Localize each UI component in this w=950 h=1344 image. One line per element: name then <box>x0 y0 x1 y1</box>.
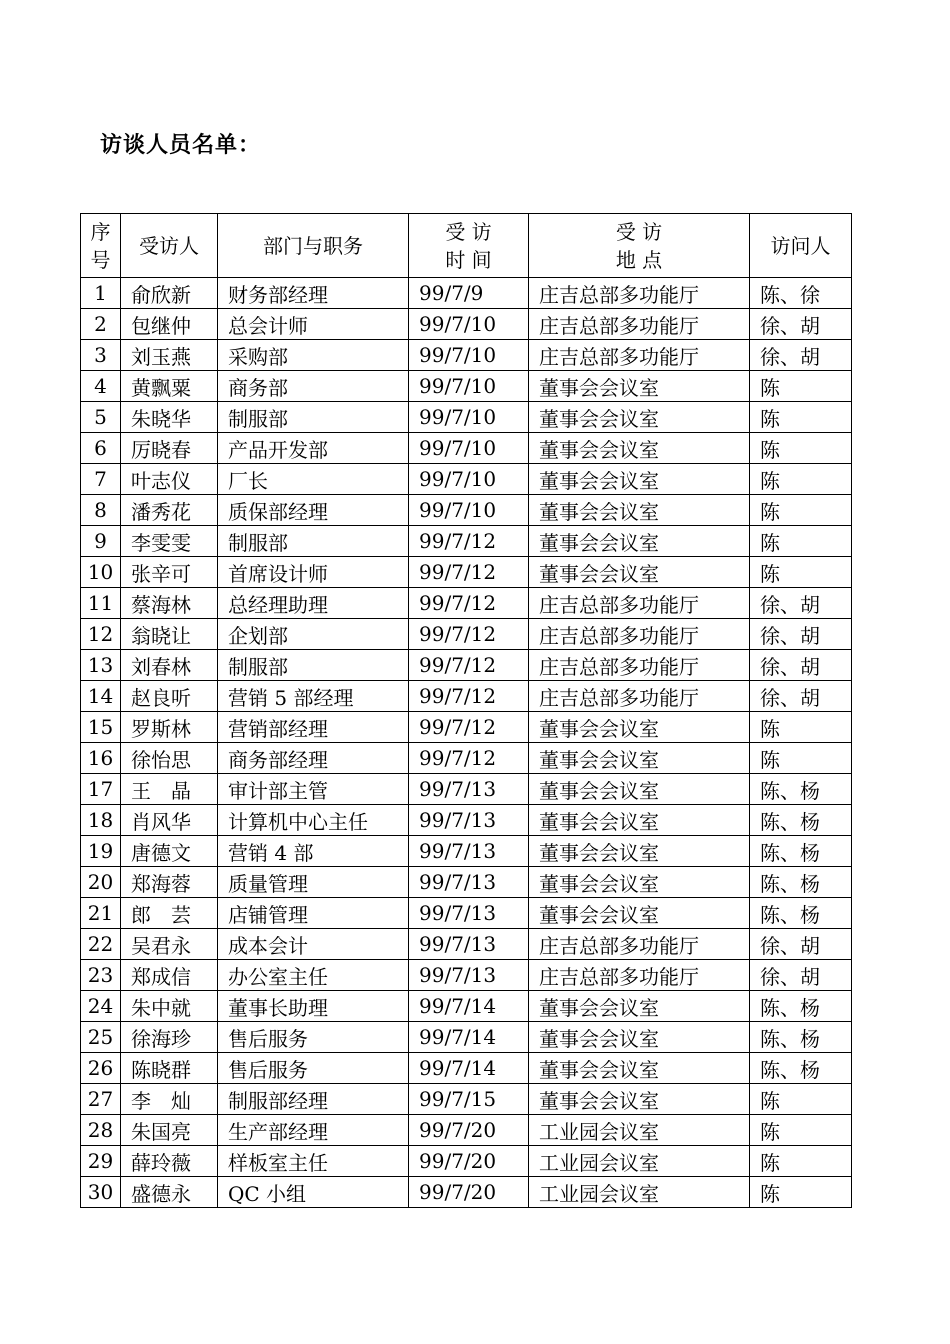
name-cell: 厉晓春 <box>121 433 218 464</box>
interviewer-cell: 徐、胡 <box>750 340 852 371</box>
place-cell: 董事会会议室 <box>529 402 750 433</box>
header-dept: 部门与职务 <box>218 214 409 278</box>
place-cell: 庄吉总部多功能厅 <box>529 960 750 991</box>
dept-cell: 制服部 <box>218 650 409 681</box>
dept-cell: 厂长 <box>218 464 409 495</box>
dept-cell: 办公室主任 <box>218 960 409 991</box>
dept-cell: 企划部 <box>218 619 409 650</box>
dept-cell: 总会计师 <box>218 309 409 340</box>
table-row <box>81 991 852 1022</box>
seq-cell: 14 <box>81 681 121 712</box>
table-row <box>81 464 852 495</box>
place-cell: 庄吉总部多功能厅 <box>529 650 750 681</box>
dept-cell: 制服部 <box>218 526 409 557</box>
interviewer-cell: 徐、胡 <box>750 960 852 991</box>
place-cell: 董事会会议室 <box>529 1022 750 1053</box>
interviewer-cell: 徐、胡 <box>750 650 852 681</box>
interviewer-cell: 徐、胡 <box>750 309 852 340</box>
name-cell: 俞欣新 <box>121 278 218 309</box>
dept-cell: 质量管理 <box>218 867 409 898</box>
interviewer-cell: 陈、杨 <box>750 898 852 929</box>
seq-cell: 19 <box>81 836 121 867</box>
interviewer-cell: 徐、胡 <box>750 588 852 619</box>
place-cell: 董事会会议室 <box>529 712 750 743</box>
table-row <box>81 681 852 712</box>
place-cell: 董事会会议室 <box>529 836 750 867</box>
table-row <box>81 712 852 743</box>
table-row <box>81 1022 852 1053</box>
seq-cell: 7 <box>81 464 121 495</box>
interviewer-cell: 陈 <box>750 712 852 743</box>
place-cell: 董事会会议室 <box>529 867 750 898</box>
date-cell: 99/7/20 <box>409 1177 529 1208</box>
name-cell: 李 灿 <box>121 1084 218 1115</box>
date-cell: 99/7/12 <box>409 588 529 619</box>
date-cell: 99/7/12 <box>409 619 529 650</box>
place-cell: 董事会会议室 <box>529 557 750 588</box>
dept-cell: QC 小组 <box>218 1177 409 1208</box>
place-cell: 工业园会议室 <box>529 1115 750 1146</box>
date-cell: 99/7/14 <box>409 1053 529 1084</box>
dept-cell: 商务部经理 <box>218 743 409 774</box>
interviewer-cell: 陈 <box>750 557 852 588</box>
header-place-line2: 地 点 <box>615 247 663 272</box>
interviewer-cell: 陈 <box>750 1146 852 1177</box>
interviewer-cell: 陈 <box>750 464 852 495</box>
header-name: 受访人 <box>121 214 218 278</box>
name-cell: 刘春林 <box>121 650 218 681</box>
place-cell: 董事会会议室 <box>529 774 750 805</box>
place-cell: 庄吉总部多功能厅 <box>529 588 750 619</box>
dept-cell: 样板室主任 <box>218 1146 409 1177</box>
seq-cell: 28 <box>81 1115 121 1146</box>
dept-cell: 成本会计 <box>218 929 409 960</box>
table-row <box>81 588 852 619</box>
table-row <box>81 898 852 929</box>
seq-cell: 25 <box>81 1022 121 1053</box>
interviewer-cell: 陈 <box>750 402 852 433</box>
table-row <box>81 1115 852 1146</box>
date-cell: 99/7/13 <box>409 898 529 929</box>
header-time-line1: 受 访 <box>445 219 492 244</box>
name-cell: 叶志仪 <box>121 464 218 495</box>
dept-cell: 董事长助理 <box>218 991 409 1022</box>
dept-cell: 生产部经理 <box>218 1115 409 1146</box>
date-cell: 99/7/13 <box>409 836 529 867</box>
name-cell: 翁晓让 <box>121 619 218 650</box>
seq-cell: 26 <box>81 1053 121 1084</box>
table-row <box>81 960 852 991</box>
table-row <box>81 1146 852 1177</box>
date-cell: 99/7/13 <box>409 960 529 991</box>
place-cell: 庄吉总部多功能厅 <box>529 681 750 712</box>
date-cell: 99/7/12 <box>409 526 529 557</box>
name-cell: 郎 芸 <box>121 898 218 929</box>
dept-cell: 财务部经理 <box>218 278 409 309</box>
seq-cell: 9 <box>81 526 121 557</box>
dept-cell: 产品开发部 <box>218 433 409 464</box>
interviewer-cell: 陈、杨 <box>750 1053 852 1084</box>
interviewer-cell: 陈、杨 <box>750 836 852 867</box>
seq-cell: 13 <box>81 650 121 681</box>
name-cell: 潘秀花 <box>121 495 218 526</box>
date-cell: 99/7/14 <box>409 1022 529 1053</box>
header-seq <box>81 214 121 278</box>
interviewer-cell: 徐、胡 <box>750 681 852 712</box>
table-body <box>81 278 852 1208</box>
date-cell: 99/7/9 <box>409 278 529 309</box>
dept-cell: 制服部 <box>218 402 409 433</box>
seq-cell: 23 <box>81 960 121 991</box>
dept-cell: 营销 5 部经理 <box>218 681 409 712</box>
header-place-line1: 受 访 <box>615 219 663 244</box>
table-row <box>81 1177 852 1208</box>
seq-cell: 24 <box>81 991 121 1022</box>
interviewer-cell: 陈、杨 <box>750 805 852 836</box>
interviewer-cell: 陈、杨 <box>750 867 852 898</box>
date-cell: 99/7/13 <box>409 929 529 960</box>
place-cell: 董事会会议室 <box>529 371 750 402</box>
dept-cell: 售后服务 <box>218 1022 409 1053</box>
date-cell: 99/7/13 <box>409 805 529 836</box>
header-time-line2: 时 间 <box>445 247 492 272</box>
dept-cell: 首席设计师 <box>218 557 409 588</box>
place-cell: 庄吉总部多功能厅 <box>529 929 750 960</box>
table-header-row <box>81 214 852 278</box>
interviewer-cell: 徐、胡 <box>750 619 852 650</box>
place-cell: 董事会会议室 <box>529 526 750 557</box>
name-cell: 包继仲 <box>121 309 218 340</box>
interviewer-cell: 陈 <box>750 743 852 774</box>
dept-cell: 计算机中心主任 <box>218 805 409 836</box>
seq-cell: 17 <box>81 774 121 805</box>
date-cell: 99/7/12 <box>409 681 529 712</box>
table-row <box>81 526 852 557</box>
interviewer-cell: 陈 <box>750 495 852 526</box>
interviewer-cell: 陈 <box>750 433 852 464</box>
dept-cell: 店铺管理 <box>218 898 409 929</box>
seq-cell: 27 <box>81 1084 121 1115</box>
table-row <box>81 278 852 309</box>
seq-cell: 2 <box>81 309 121 340</box>
seq-cell: 21 <box>81 898 121 929</box>
header-place <box>529 214 750 278</box>
date-cell: 99/7/12 <box>409 743 529 774</box>
table-row <box>81 495 852 526</box>
seq-cell: 15 <box>81 712 121 743</box>
table-row <box>81 309 852 340</box>
date-cell: 99/7/12 <box>409 557 529 588</box>
name-cell: 罗斯林 <box>121 712 218 743</box>
place-cell: 董事会会议室 <box>529 743 750 774</box>
seq-cell: 20 <box>81 867 121 898</box>
table-row <box>81 402 852 433</box>
seq-cell: 6 <box>81 433 121 464</box>
table-row <box>81 650 852 681</box>
interviewer-cell: 陈 <box>750 1115 852 1146</box>
place-cell: 董事会会议室 <box>529 495 750 526</box>
seq-cell: 8 <box>81 495 121 526</box>
seq-cell: 1 <box>81 278 121 309</box>
seq-cell: 22 <box>81 929 121 960</box>
name-cell: 吴君永 <box>121 929 218 960</box>
place-cell: 庄吉总部多功能厅 <box>529 278 750 309</box>
name-cell: 陈晓群 <box>121 1053 218 1084</box>
interviewer-cell: 陈、徐 <box>750 278 852 309</box>
date-cell: 99/7/14 <box>409 991 529 1022</box>
name-cell: 唐德文 <box>121 836 218 867</box>
date-cell: 99/7/10 <box>409 433 529 464</box>
seq-cell: 5 <box>81 402 121 433</box>
place-cell: 庄吉总部多功能厅 <box>529 340 750 371</box>
dept-cell: 采购部 <box>218 340 409 371</box>
interviewer-cell: 陈 <box>750 371 852 402</box>
table-row <box>81 805 852 836</box>
date-cell: 99/7/20 <box>409 1146 529 1177</box>
name-cell: 徐海珍 <box>121 1022 218 1053</box>
seq-cell: 11 <box>81 588 121 619</box>
interviewer-cell: 陈 <box>750 1084 852 1115</box>
place-cell: 董事会会议室 <box>529 805 750 836</box>
name-cell: 郑成信 <box>121 960 218 991</box>
table-row <box>81 929 852 960</box>
table-row <box>81 371 852 402</box>
name-cell: 薛玲薇 <box>121 1146 218 1177</box>
seq-cell: 30 <box>81 1177 121 1208</box>
place-cell: 董事会会议室 <box>529 898 750 929</box>
date-cell: 99/7/15 <box>409 1084 529 1115</box>
name-cell: 朱国亮 <box>121 1115 218 1146</box>
interviewer-cell: 陈、杨 <box>750 991 852 1022</box>
name-cell: 刘玉燕 <box>121 340 218 371</box>
dept-cell: 质保部经理 <box>218 495 409 526</box>
date-cell: 99/7/10 <box>409 402 529 433</box>
name-cell: 李雯雯 <box>121 526 218 557</box>
date-cell: 99/7/10 <box>409 309 529 340</box>
date-cell: 99/7/12 <box>409 650 529 681</box>
interviewee-table <box>80 213 852 1208</box>
header-interviewer: 访问人 <box>750 214 852 278</box>
table-row <box>81 1084 852 1115</box>
table-row <box>81 433 852 464</box>
place-cell: 董事会会议室 <box>529 433 750 464</box>
seq-cell: 29 <box>81 1146 121 1177</box>
place-cell: 工业园会议室 <box>529 1177 750 1208</box>
place-cell: 工业园会议室 <box>529 1146 750 1177</box>
seq-cell: 3 <box>81 340 121 371</box>
dept-cell: 营销 4 部 <box>218 836 409 867</box>
header-seq-line1: 序 <box>90 219 111 244</box>
table-row <box>81 774 852 805</box>
table-row <box>81 836 852 867</box>
table-row <box>81 619 852 650</box>
dept-cell: 总经理助理 <box>218 588 409 619</box>
seq-cell: 10 <box>81 557 121 588</box>
place-cell: 庄吉总部多功能厅 <box>529 619 750 650</box>
name-cell: 黄飘粟 <box>121 371 218 402</box>
name-cell: 朱中就 <box>121 991 218 1022</box>
date-cell: 99/7/10 <box>409 340 529 371</box>
date-cell: 99/7/13 <box>409 867 529 898</box>
place-cell: 董事会会议室 <box>529 1053 750 1084</box>
interviewer-cell: 陈、杨 <box>750 774 852 805</box>
name-cell: 张辛可 <box>121 557 218 588</box>
interviewer-cell: 陈 <box>750 526 852 557</box>
header-time <box>409 214 529 278</box>
place-cell: 董事会会议室 <box>529 464 750 495</box>
place-cell: 董事会会议室 <box>529 1084 750 1115</box>
date-cell: 99/7/12 <box>409 712 529 743</box>
dept-cell: 营销部经理 <box>218 712 409 743</box>
place-cell: 董事会会议室 <box>529 991 750 1022</box>
name-cell: 郑海蓉 <box>121 867 218 898</box>
seq-cell: 18 <box>81 805 121 836</box>
date-cell: 99/7/10 <box>409 464 529 495</box>
name-cell: 徐怡思 <box>121 743 218 774</box>
seq-cell: 4 <box>81 371 121 402</box>
table-row <box>81 1053 852 1084</box>
header-seq-line2: 号 <box>90 247 111 272</box>
table-row <box>81 743 852 774</box>
date-cell: 99/7/10 <box>409 495 529 526</box>
date-cell: 99/7/20 <box>409 1115 529 1146</box>
date-cell: 99/7/13 <box>409 774 529 805</box>
date-cell: 99/7/10 <box>409 371 529 402</box>
place-cell: 庄吉总部多功能厅 <box>529 309 750 340</box>
name-cell: 肖风华 <box>121 805 218 836</box>
table-row <box>81 867 852 898</box>
name-cell: 盛德永 <box>121 1177 218 1208</box>
name-cell: 赵良听 <box>121 681 218 712</box>
name-cell: 王 晶 <box>121 774 218 805</box>
table-row <box>81 340 852 371</box>
seq-cell: 16 <box>81 743 121 774</box>
interviewer-cell: 陈、杨 <box>750 1022 852 1053</box>
dept-cell: 制服部经理 <box>218 1084 409 1115</box>
table-row <box>81 557 852 588</box>
name-cell: 蔡海林 <box>121 588 218 619</box>
dept-cell: 审计部主管 <box>218 774 409 805</box>
dept-cell: 商务部 <box>218 371 409 402</box>
name-cell: 朱晓华 <box>121 402 218 433</box>
interviewer-cell: 陈 <box>750 1177 852 1208</box>
dept-cell: 售后服务 <box>218 1053 409 1084</box>
interviewer-cell: 徐、胡 <box>750 929 852 960</box>
page-title: 访谈人员名单： <box>100 133 262 158</box>
seq-cell: 12 <box>81 619 121 650</box>
